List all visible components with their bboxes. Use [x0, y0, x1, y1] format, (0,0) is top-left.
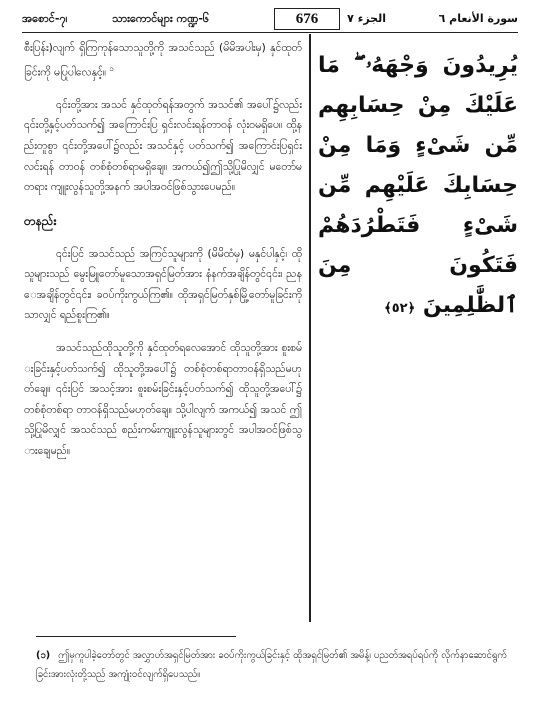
translation-paragraph: [24, 38, 302, 83]
ayah-number: ﴿٥٢﴾: [384, 301, 416, 316]
arabic-verse-text: يُرِيدُونَ وَجْهَهُۥ ۖ مَا عَلَيْكَ مِنْ حِسَابِهِم مِّن شَىْءٍ وَمَا مِنْ حِسَابِكَ عَلَيْهِم مِّن شَىْءٍ فَتَطْرُدَهُمْ فَتَكُونَ مِنَ ٱلظَّٰلِمِينَ: [318, 53, 518, 318]
header-juz-label: الجزء ٧: [347, 12, 386, 25]
arabic-verse: [318, 46, 518, 329]
page-number: 676: [274, 8, 340, 30]
footnote-divider: [36, 636, 236, 637]
translation-paragraph: အသင်သည်ထိုသူတို့ကို နှင်ထုတ်ရလေအောင် ထိုသူတို့အား စူးစမ်းခြင်းနှင့်ပတ်သက်၍ ထိုသူတို့အပေါ်၌ တစ်စုံတစ်ရာတာဝန်ရှိသည်မဟုတ်ချေ။ ၎င်းပြင် အသင့်အား စူးစမ်းခြင်းနှင့်ပတ်သက်၍ ထိုသူတို့အပေါ်၌ တစ်စုံတစ်ရာ တာဝန်ရှိသည်မဟုတ်ချေ။ သို့ပါလျက် အကယ်၍ အသင် ဤသို့ပြုမိလျှင် အသင်သည် စည်းကမ်းကျူးလွန်သူများတွင် အပါအဝင်ဖြစ်သွားချေမည်။: [24, 342, 302, 458]
page-header: [22, 6, 518, 33]
translation-paragraph: ၎င်းပြင် အသင်သည် အကြင်သူများကို (မိမိထံမှ) မနှင်ပါနှင့်၊ ထိုသူများသည် မွေးမြူတော်မူသောအရှင်မြတ်အား နံနက်အချိန်တွင်၎င်း၊ ညနေအချိန်တွင်၎င်း၊ ခဝပ်ကိုးကွယ်ကြ၏။ ထိုအရှင်မြတ်နှစ်မြို့တော်မူခြင်းကိုသာလျှင် ရည်စူးကြ၏။: [24, 247, 302, 322]
section-heading: တနည်း: [24, 213, 57, 228]
column-divider: [309, 34, 311, 622]
header-surah-label: سورة الأنعام ٦: [438, 12, 518, 25]
footnote: [36, 646, 516, 684]
footnote-marker: ၁: [109, 63, 114, 73]
footnote-text: ဤမှကူပါခဲ့တော်တွင် အလွှာဟ်အရှင်မြတ်အား ခဝပ်ကိုးကွယ်ခြင်းနှင့် ထိုအရှင်မြတ်၏ အမိန့်၊ ပညတ်အရပ်ရပ်ကို လိုက်နာဆောင်ရွက်ခြင်းအားလုံးတို့သည် အကျုံးဝင်လျက်ရှိပေသည်။: [36, 650, 507, 680]
translation-paragraph: ၎င်းတို့အား အသင် နှင်ထုတ်ရန်အတွက် အသင်၏ အပေါ်၌လည်း ၎င်းတို့နှင့်ပတ်သက်၍ အကြောင်းပြ ရှင်းလင်းရန်တာဝန် လုံးဝမရှိပေ။ ထို့နည်းတူစွာ ၎င်းတို့အပေါ်၌လည်း အသင်နှင့် ပတ်သက်၍ အကြောင်းပြရှင်းလင်းရန် တာဝန် တစ်စုံတစ်ရာမရှိချေ။ အကယ်၍ဤသို့ပြုမိလျှင် မတော်မတရား ကျူးလွန်သူတို့အနက် အပါအဝင်ဖြစ်သွားပေမည်။: [24, 98, 302, 194]
header-series-label: သားကောင်များ ကဏ္ဍ-၆: [112, 12, 210, 25]
header-volume-label: အစောင်-၇၊: [22, 12, 68, 25]
footnote-number: (၁): [36, 650, 51, 661]
translation-column: [24, 38, 302, 462]
translation-text: စီးပြန်း)လျက် ရှိကြကုန်သောသူတို့ကို အသင်သည် (မိမိအပါးမှ) နှင်ထုတ်ခြင်းကို မပြုပါလေနှင့်။: [24, 42, 302, 79]
